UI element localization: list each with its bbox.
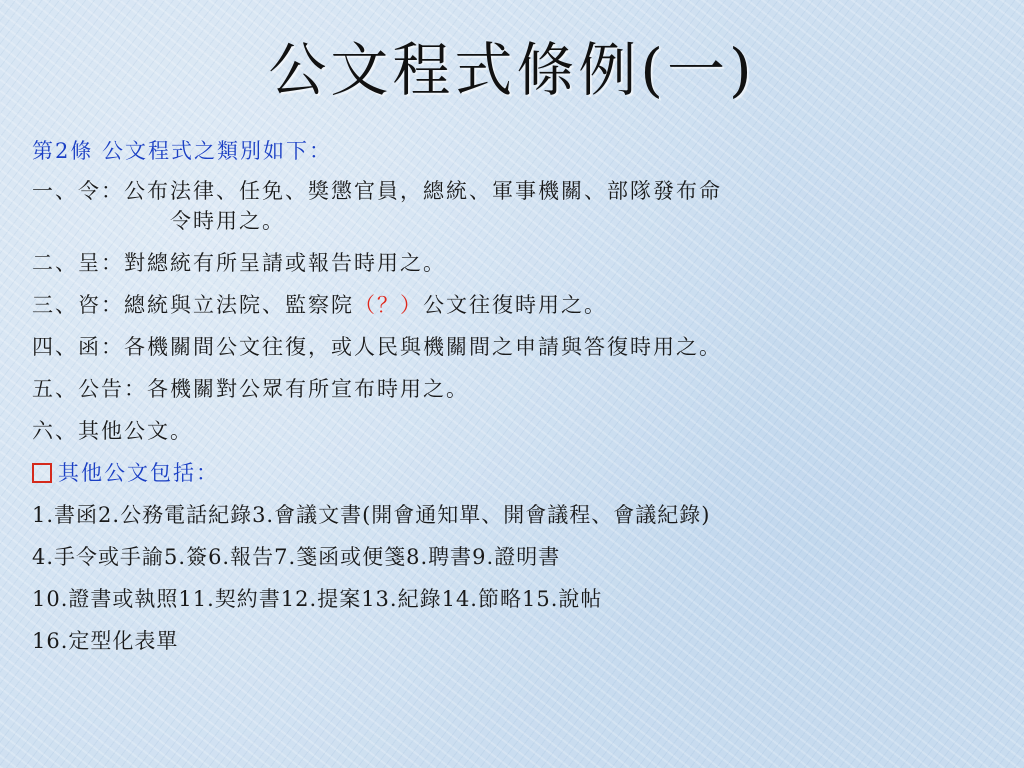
item-text: 公布法律、任免、獎懲官員，總統、軍事機關、部隊發布命	[124, 179, 722, 203]
slide-title: 公文程式條例(一)	[268, 36, 756, 104]
question-mark-highlight: （？）	[354, 293, 423, 317]
item-text: 對總統有所呈請或報告時用之。	[124, 251, 446, 275]
item-tail: 公文往復時用之。	[423, 293, 607, 317]
item-label: 一、令：	[32, 179, 124, 203]
slide-body	[32, 136, 992, 668]
other-list-line: 4.手令或手諭5.簽6.報告7.箋函或便箋8.聘書9.證明書	[32, 545, 561, 569]
item-text: 各機關間公文往復，或人民與機關間之申請與答復時用之。	[124, 335, 722, 359]
checkbox-icon	[32, 463, 52, 483]
other-list-line: 16.定型化表單	[32, 629, 179, 653]
item-order	[32, 176, 992, 236]
item-text: 各機關對公眾有所宣布時用之。	[147, 377, 469, 401]
item-label: 二、呈：	[32, 251, 124, 275]
other-list-line: 10.證書或執照11.契約書12.提案13.紀錄14.節略15.說帖	[32, 587, 603, 611]
item-continuation: 令時用之。	[170, 209, 285, 233]
item-label: 三、咨：	[32, 293, 124, 317]
item-letter	[32, 332, 992, 362]
item-text: 總統與立法院、監察院	[124, 293, 354, 317]
item-label: 四、函：	[32, 335, 124, 359]
article-intro: 第2條 公文程式之類別如下：	[32, 139, 333, 163]
item-petition	[32, 248, 992, 278]
other-list-line: 1.書函2.公務電話紀錄3.會議文書(開會通知單、開會議程、會議紀錄)	[32, 503, 711, 527]
item-announcement	[32, 374, 992, 404]
other-heading-text: 其他公文包括：	[58, 461, 219, 485]
item-other	[32, 416, 992, 446]
item-consult	[32, 290, 992, 320]
other-heading	[32, 458, 992, 488]
item-label: 五、公告：	[32, 377, 147, 401]
item-label: 六、其他公文。	[32, 419, 193, 443]
